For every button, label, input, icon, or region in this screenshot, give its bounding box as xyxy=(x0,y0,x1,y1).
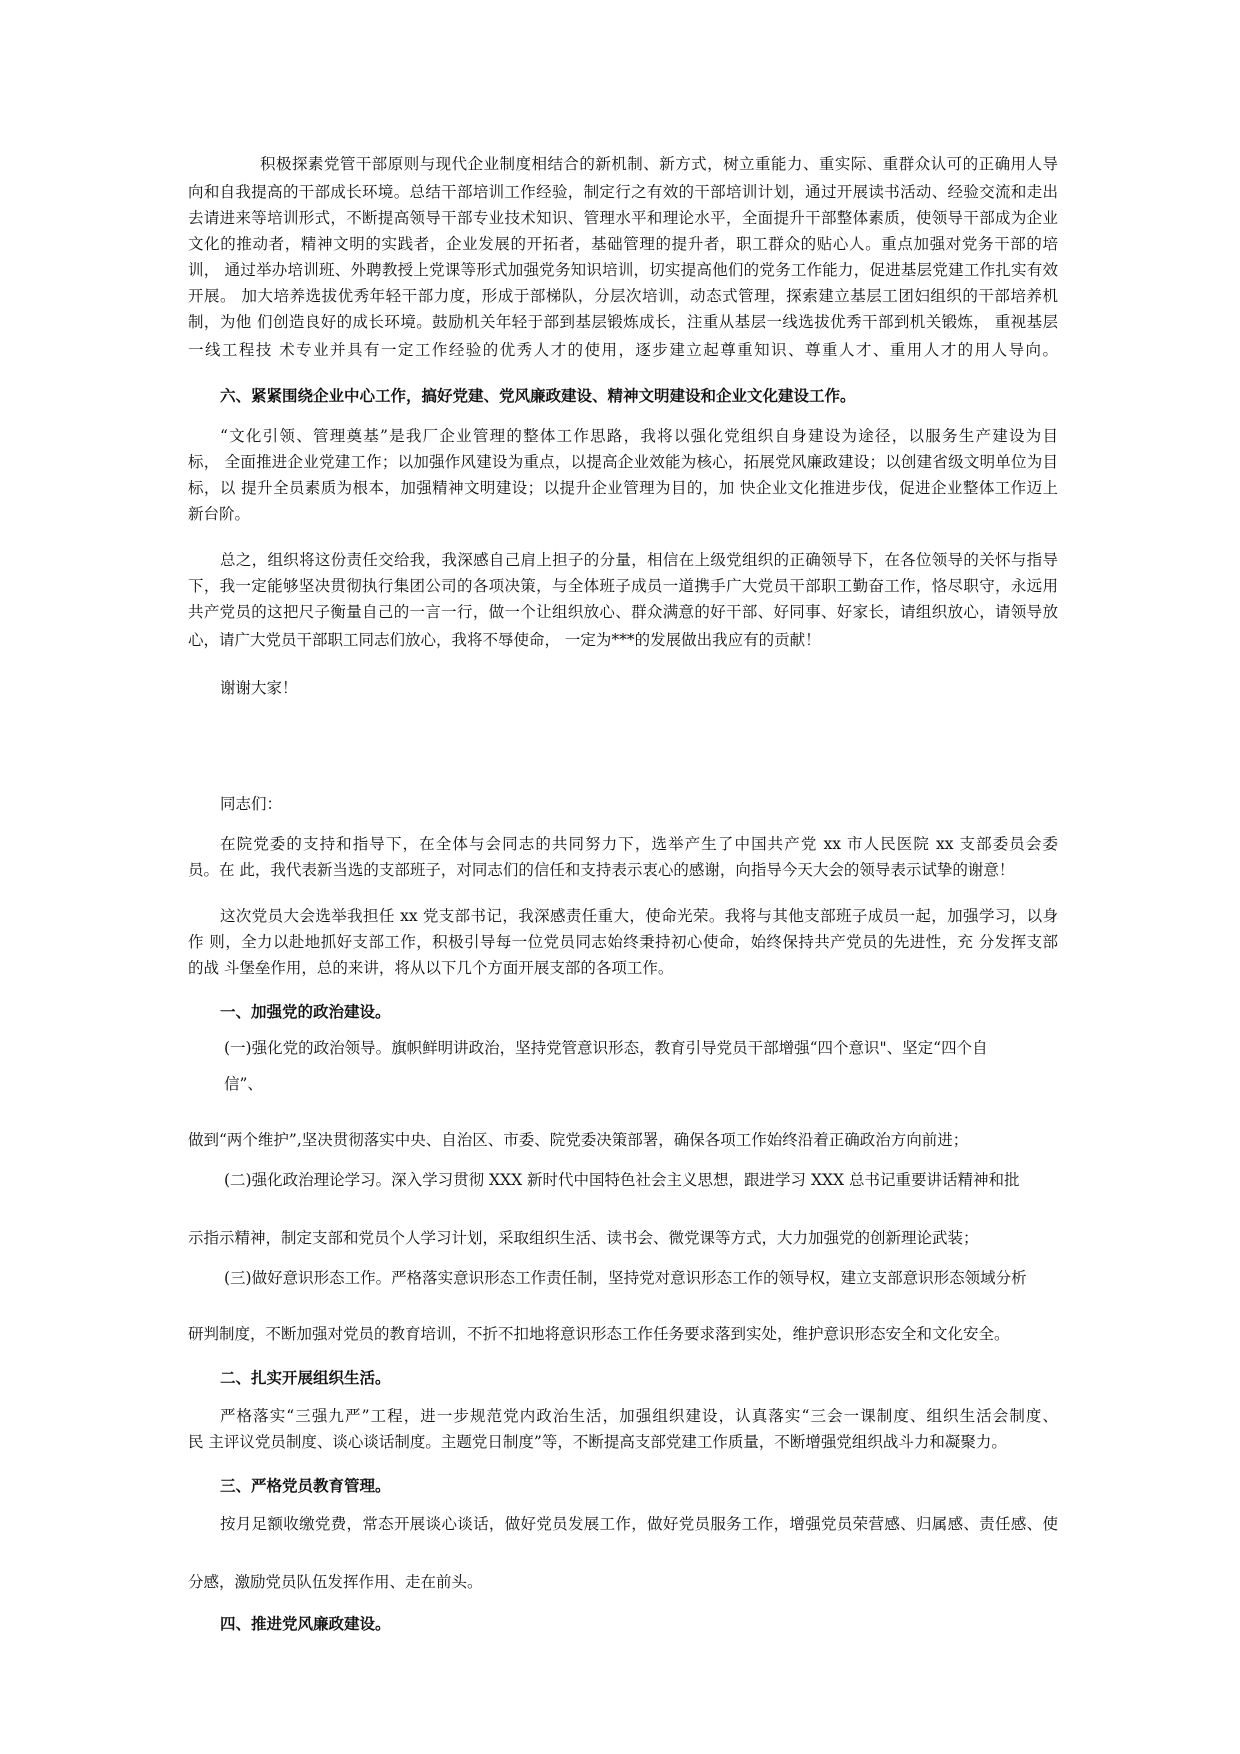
list-item: 研判制度，不断加强对党员的教育培训，不折不扣地将意识形态工作任务要求落到实处，维护意识形态安全和文化安全。 xyxy=(188,1325,1010,1343)
paragraph-line: 共产党员的这把尺子衡量自己的一言一行，做一个让组织放心、群众满意的好干部、好同事、好家长，请组织放心，请领导放 xyxy=(188,603,1058,621)
paragraph-line: 去请进来等培训形式，不断提高领导干部专业技术知识、管理水平和理论水平，全面提升干部整体素质，使领导干部成为企业 xyxy=(188,209,1058,227)
section-heading: 二、扎实开展组织生活。 xyxy=(220,1368,391,1387)
list-item: (三)做好意识形态工作。严格落实意识形态工作责任制，坚持党对意识形态工作的领导权，建立支部意识形态领域分析 xyxy=(224,1269,1027,1287)
paragraph-line: 一线工程技 术专业并具有一定工作经验的优秀人才的使用，逐步建立起尊重知识、尊重人才、重用人才的用人导向。 xyxy=(188,341,1058,359)
paragraph-line: 训， 通过举办培训班、外聘教授上党课等形式加强党务知识培训，切实提高他们的党务工作能力，促进基层党建工作扎实有效 xyxy=(188,261,1058,279)
list-item: 信”、 xyxy=(224,1075,263,1093)
paragraph-line: 文化的推动者，精神文明的实践者，企业发展的开拓者，基础管理的提升者，职工群众的贴心人。重点加强对党务干部的培 xyxy=(188,235,1058,253)
paragraph-line: 按月足额收缴党费，常态开展谈心谈话，做好党员发展工作，做好党员服务工作，增强党员荣营感、归属感、责任感、使 xyxy=(220,1515,1058,1533)
paragraph-line: 作 则，全力以赴地抓好支部工作，积极引导每一位党员同志始终秉持初心使命，始终保持共产党员的先进性，充 分发挥支部 xyxy=(188,933,1058,951)
paragraph-line: 严格落实“三强九严”工程，进一步规范党内政治生活，加强组织建设，认真落实“三会一课制度、组织生活会制度、 xyxy=(220,1407,1058,1425)
section-heading: 一、加强党的政治建设。 xyxy=(220,1002,391,1021)
paragraph-line: 的战 斗堡垒作用，总的来讲，将从以下几个方面开展支部的各项工作。 xyxy=(188,959,674,977)
paragraph-line: 民 主评议党员制度、谈心谈话制度。主题党日制度”等，不断提高支部党建工作质量，不断增强党组织战斗力和凝聚力。 xyxy=(188,1433,1007,1451)
paragraph-line: 分感，激励党员队伍发挥作用、走在前头。 xyxy=(188,1573,483,1591)
section-heading: 四、推进党风廉政建设。 xyxy=(220,1614,391,1633)
list-item: 做到“两个维护”,坚决贯彻落实中央、自治区、市委、院党委决策部署，确保各项工作始终沿着正确政治方向前进； xyxy=(188,1131,969,1149)
list-item: 示指示精神，制定支部和党员个人学习计划，采取组织生活、读书会、微党课等方式，大力加强党的创新理论武装； xyxy=(188,1229,979,1247)
paragraph-line: 向和自我提高的干部成长环境。总结干部培训工作经验，制定行之有效的干部培训计划，通过开展读书活动、经验交流和走出 xyxy=(188,183,1058,201)
section-heading: 三、严格党员教育管理。 xyxy=(220,1476,391,1495)
paragraph-line: 心，请广大党员干部职工同志们放心，我将不辱使命， 一定为***的发展做出我应有的贡献！ xyxy=(188,631,821,649)
list-item: (一)强化党的政治领导。旗帜鲜明讲政治，坚持党管意识形态，教育引导党员干部增强“四个意识"、坚定“四个自 xyxy=(224,1039,988,1057)
closing-line: 谢谢大家！ xyxy=(220,679,298,697)
paragraph-line: 这次党员大会选举我担任 xx 党支部书记，我深感责任重大，使命光荣。我将与其他支部班子成员一起，加强学习，以身 xyxy=(220,907,1058,925)
paragraph-line: 积极探素党管干部原则与现代企业制度相结合的新机制、新方式，树立重能力、重实际、重群众认可的正确用人导 xyxy=(260,155,1058,173)
section-heading: 六、紧紧围绕企业中心工作，搞好党建、党风廉政建设、精神文明建设和企业文化建设工作。 xyxy=(220,386,856,405)
paragraph-line: 员。在 此，我代表新当选的支部班子，对同志们的信任和支持表示衷心的感谢，向指导今天大会的领导表示试挚的谢意！ xyxy=(188,861,1015,879)
paragraph-line: 标， 全面推进企业党建工作；以加强作风建设为重点，以提高企业效能为核心，拓展党风廉政建设；以创建省级文明单位为目 xyxy=(188,453,1058,471)
list-item: (二)强化政治理论学习。深入学习贯彻 XXX 新时代中国特色社会主义思想，跟进学习 XXX 总书记重要讲话精神和批 xyxy=(224,1171,1020,1189)
greeting: 同志们： xyxy=(220,795,283,813)
paragraph-line: 开展。 加大培养选拔优秀年轻干部力度，形成于部梯队，分层次培训，动态式管理，探索建立基层工团妇组织的干部培养机 xyxy=(188,287,1058,305)
paragraph-line: 制，为他 们创造良好的成长环境。鼓励机关年轻于部到基层锻炼成长，注重从基层一线选拔优秀干部到机关锻炼， 重视基层 xyxy=(188,313,1058,331)
paragraph-line: 在院党委的支持和指导下，在全体与会同志的共同努力下，选举产生了中国共产党 xx 市人民医院 xx 支部委员会委 xyxy=(220,835,1058,853)
paragraph-line: 下，我一定能够坚决贯彻执行集团公司的各项决策，与全体班子成员一道携手广大党员干部职工勤奋工作，恪尽职守，永远用 xyxy=(188,577,1058,595)
paragraph-line: 新台阶。 xyxy=(188,505,251,523)
paragraph-line: 标，以 提升全员素质为根本，加强精神文明建设；以提升企业管理为目的，加 快企业文化推进步伐，促进企业整体工作迈上 xyxy=(188,479,1058,497)
paragraph-line: “文化引领、管理奠基”是我厂企业管理的整体工作思路，我将以强化党组织自身建设为途径，以服务生产建设为目 xyxy=(220,427,1058,445)
paragraph-line: 总之，组织将这份责任交给我，我深感自己肩上担子的分量，相信在上级党组织的正确领导下，在各位领导的关怀与指导 xyxy=(220,551,1058,569)
